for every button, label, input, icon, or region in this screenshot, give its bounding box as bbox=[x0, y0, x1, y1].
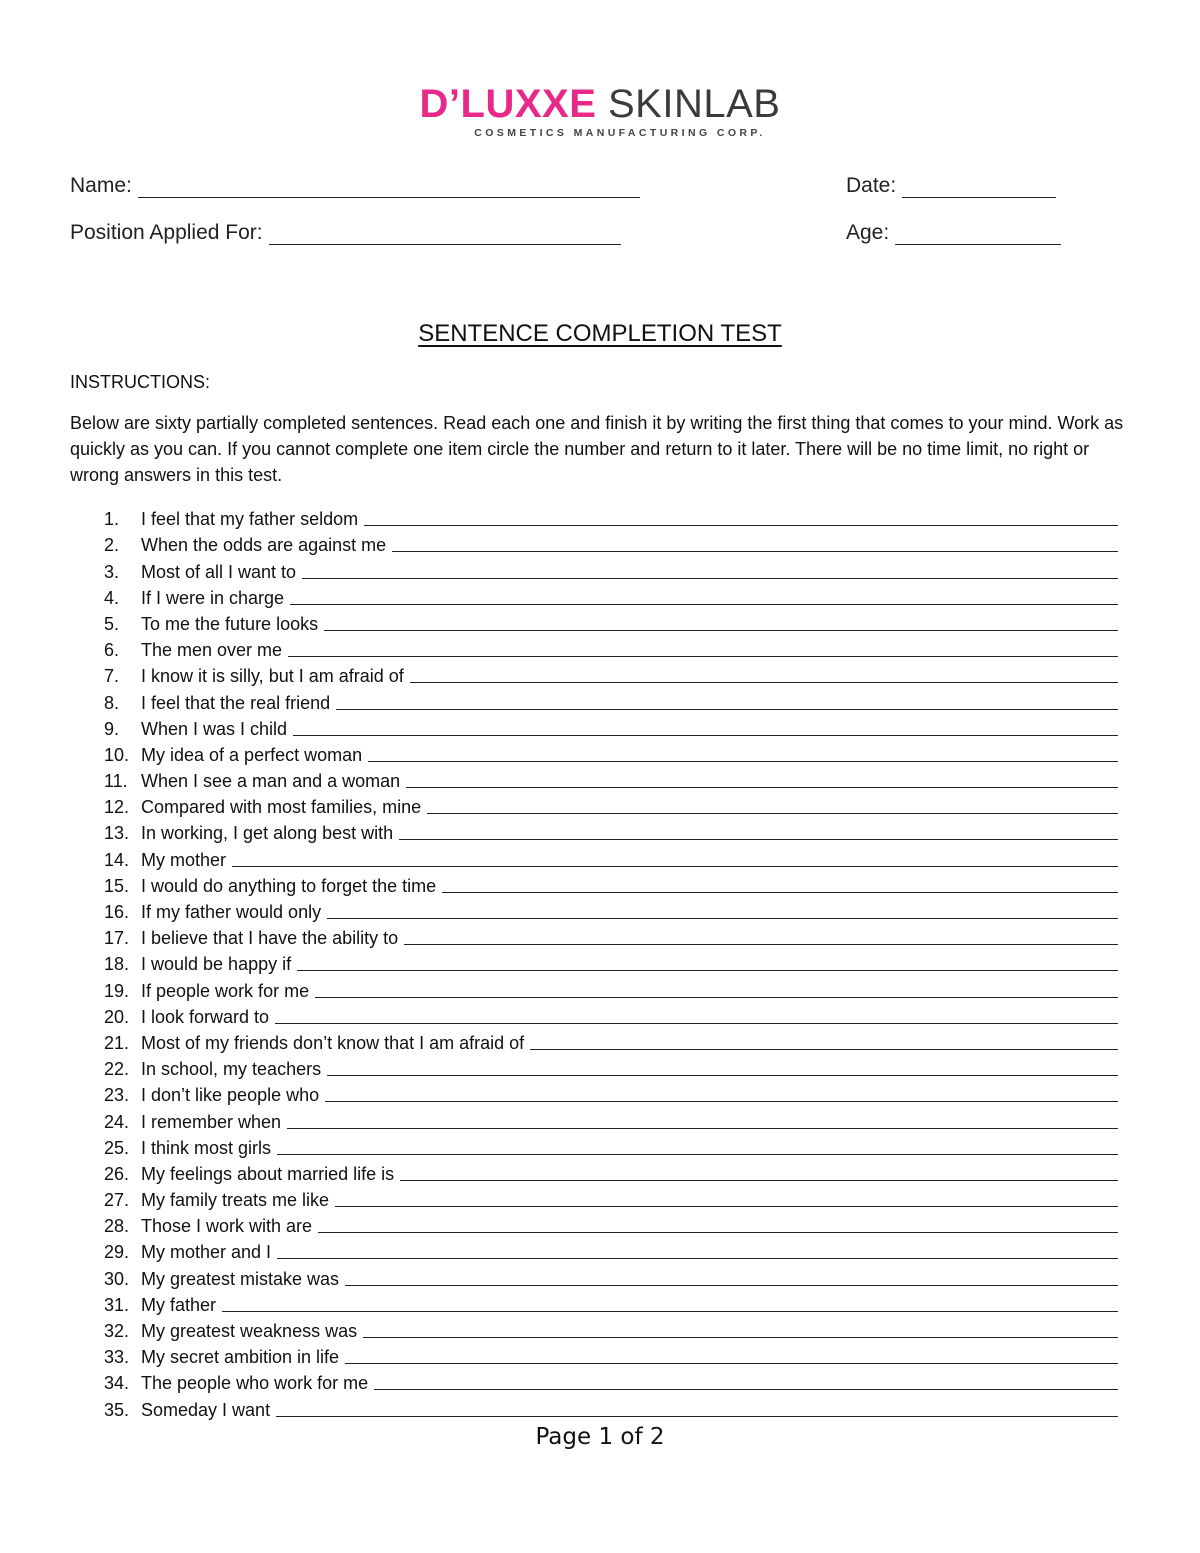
answer-blank[interactable] bbox=[404, 943, 1118, 945]
item-prompt: Those I work with are bbox=[141, 1216, 313, 1237]
sentence-item bbox=[104, 556, 1124, 582]
item-number: 8. bbox=[104, 692, 120, 713]
name-label: Name: bbox=[70, 174, 132, 197]
item-number: 16. bbox=[104, 902, 130, 922]
name-blank[interactable] bbox=[138, 179, 640, 198]
answer-blank[interactable] bbox=[530, 1048, 1118, 1050]
answer-blank[interactable] bbox=[302, 577, 1118, 579]
item-number: 30. bbox=[104, 1268, 130, 1289]
sentence-item bbox=[104, 871, 1124, 897]
item-number: 26. bbox=[104, 1163, 130, 1184]
answer-blank[interactable] bbox=[318, 1231, 1118, 1233]
item-number: 21. bbox=[104, 1032, 130, 1053]
item-number: 5. bbox=[104, 613, 120, 634]
answer-blank[interactable] bbox=[276, 1415, 1118, 1417]
answer-blank[interactable] bbox=[400, 1179, 1118, 1181]
sentence-item bbox=[104, 1211, 1124, 1237]
sentence-item bbox=[104, 1106, 1124, 1132]
answer-blank[interactable] bbox=[325, 1100, 1118, 1102]
position-label: Position Applied For: bbox=[70, 221, 263, 244]
date-label: Date: bbox=[846, 174, 897, 197]
sentence-item bbox=[104, 1237, 1124, 1263]
sentence-item bbox=[104, 1394, 1124, 1420]
answer-blank[interactable] bbox=[406, 786, 1118, 788]
item-number: 32. bbox=[104, 1321, 130, 1341]
logo-brand: D’LUXXE bbox=[419, 82, 597, 126]
answer-blank[interactable] bbox=[287, 1127, 1118, 1129]
logo-lab: SKINLAB bbox=[608, 82, 781, 126]
page-number: Page 1 of 2 bbox=[535, 1424, 665, 1450]
answer-blank[interactable] bbox=[374, 1388, 1118, 1390]
item-number: 34. bbox=[104, 1373, 130, 1394]
position-blank[interactable] bbox=[269, 226, 621, 245]
item-prompt: Someday I want bbox=[141, 1399, 271, 1420]
item-prompt: If my father would only bbox=[141, 902, 322, 922]
item-number: 22. bbox=[104, 1059, 130, 1080]
sentence-item bbox=[104, 818, 1124, 844]
item-prompt: Compared with most families, mine bbox=[141, 797, 422, 818]
answer-blank[interactable] bbox=[277, 1257, 1118, 1259]
item-number: 25. bbox=[104, 1137, 130, 1158]
item-number: 23. bbox=[104, 1085, 130, 1106]
answer-blank[interactable] bbox=[335, 1205, 1118, 1207]
sentence-item bbox=[104, 661, 1124, 687]
item-prompt: I look forward to bbox=[141, 1006, 270, 1027]
sentence-item bbox=[104, 949, 1124, 975]
item-number: 4. bbox=[104, 587, 120, 608]
item-number: 1. bbox=[104, 509, 120, 530]
sentence-item bbox=[104, 609, 1124, 635]
answer-blank[interactable] bbox=[345, 1362, 1118, 1364]
item-prompt: I would be happy if bbox=[141, 954, 292, 975]
sentence-item bbox=[104, 635, 1124, 661]
age-field[interactable] bbox=[846, 221, 1061, 245]
instructions-text: Below are sixty partially completed sentences. Read each one and finish it by writing the first thing that comes to your mind. Work as quickly as you can. If you cannot complete one item circle the number and return to it later. There will be no time limit, no right or wrong answers in this test. bbox=[70, 413, 1124, 485]
answer-blank[interactable] bbox=[288, 655, 1118, 657]
item-number: 10. bbox=[104, 744, 130, 765]
answer-blank[interactable] bbox=[399, 838, 1118, 840]
item-prompt: To me the future looks bbox=[141, 613, 319, 634]
date-field[interactable] bbox=[846, 174, 1056, 198]
instructions-label: INSTRUCTIONS: bbox=[70, 372, 211, 392]
answer-blank[interactable] bbox=[290, 603, 1118, 605]
answer-blank[interactable] bbox=[336, 708, 1118, 710]
sentence-item bbox=[104, 1002, 1124, 1028]
item-prompt: I would do anything to forget the time bbox=[141, 875, 437, 896]
item-prompt: My mother and I bbox=[141, 1242, 272, 1263]
company-logo bbox=[0, 82, 1200, 139]
sentence-item bbox=[104, 1159, 1124, 1185]
item-number: 24. bbox=[104, 1111, 130, 1132]
item-number: 15. bbox=[104, 875, 130, 896]
answer-blank[interactable] bbox=[410, 681, 1118, 683]
answer-blank[interactable] bbox=[315, 996, 1118, 998]
answer-blank[interactable] bbox=[222, 1310, 1118, 1312]
answer-blank[interactable] bbox=[427, 812, 1118, 814]
item-prompt: When I see a man and a woman bbox=[141, 771, 401, 792]
item-prompt: I don’t like people who bbox=[141, 1085, 320, 1106]
item-number: 7. bbox=[104, 666, 120, 687]
answer-blank[interactable] bbox=[232, 865, 1118, 867]
item-prompt: I believe that I have the ability to bbox=[141, 928, 399, 949]
position-field[interactable] bbox=[70, 221, 621, 245]
item-prompt: When the odds are against me bbox=[141, 535, 387, 556]
item-prompt: If people work for me bbox=[141, 980, 310, 1001]
answer-blank[interactable] bbox=[364, 524, 1118, 526]
answer-blank[interactable] bbox=[368, 760, 1118, 762]
sentence-item bbox=[104, 583, 1124, 609]
sentence-item bbox=[104, 1290, 1124, 1316]
item-number: 13. bbox=[104, 823, 130, 844]
item-prompt: My feelings about married life is bbox=[141, 1163, 395, 1184]
answer-blank[interactable] bbox=[297, 969, 1118, 971]
item-prompt: My greatest mistake was bbox=[141, 1268, 340, 1289]
sentence-item bbox=[104, 1316, 1124, 1342]
item-number: 29. bbox=[104, 1242, 130, 1263]
answer-blank[interactable] bbox=[275, 1022, 1118, 1024]
sentence-item bbox=[104, 687, 1124, 713]
answer-blank[interactable] bbox=[392, 550, 1118, 552]
item-prompt: My secret ambition in life bbox=[141, 1347, 340, 1368]
item-number: 2. bbox=[104, 535, 120, 556]
item-prompt: My greatest weakness was bbox=[141, 1321, 358, 1341]
item-number: 14. bbox=[104, 849, 130, 870]
name-field[interactable] bbox=[70, 174, 640, 198]
item-number: 9. bbox=[104, 718, 120, 739]
item-prompt: I remember when bbox=[141, 1111, 282, 1132]
age-label: Age: bbox=[846, 221, 890, 244]
sentence-item bbox=[104, 504, 1124, 530]
sentence-item bbox=[104, 766, 1124, 792]
item-prompt: I know it is silly, but I am afraid of bbox=[141, 666, 404, 687]
item-prompt: My mother bbox=[141, 849, 227, 870]
sentence-item bbox=[104, 714, 1124, 740]
page-title: SENTENCE COMPLETION TEST bbox=[418, 320, 782, 347]
sentence-item bbox=[104, 740, 1124, 766]
answer-blank[interactable] bbox=[293, 734, 1118, 736]
item-number: 18. bbox=[104, 954, 130, 975]
item-number: 33. bbox=[104, 1347, 130, 1368]
sentence-item bbox=[104, 1263, 1124, 1289]
sentence-item bbox=[104, 1080, 1124, 1106]
item-number: 11. bbox=[104, 771, 128, 792]
sentence-item bbox=[104, 1368, 1124, 1394]
sentence-item bbox=[104, 897, 1124, 923]
sentence-item bbox=[104, 1054, 1124, 1080]
logo-subtitle: COSMETICS MANUFACTURING CORP. bbox=[474, 127, 766, 139]
item-prompt: My idea of a perfect woman bbox=[141, 744, 363, 765]
item-prompt: I think most girls bbox=[141, 1137, 272, 1158]
age-blank[interactable] bbox=[895, 226, 1061, 245]
item-prompt: In school, my teachers bbox=[141, 1059, 322, 1080]
logo-wordmark bbox=[0, 82, 1200, 126]
item-number: 28. bbox=[104, 1216, 130, 1237]
item-prompt: I feel that the real friend bbox=[141, 692, 331, 713]
answer-blank[interactable] bbox=[442, 891, 1118, 893]
answer-blank[interactable] bbox=[277, 1153, 1118, 1155]
item-number: 17. bbox=[104, 928, 130, 949]
sentence-item bbox=[104, 844, 1124, 870]
sentence-item bbox=[104, 923, 1124, 949]
item-prompt: In working, I get along best with bbox=[141, 823, 394, 844]
sentence-item bbox=[104, 792, 1124, 818]
item-number: 35. bbox=[104, 1399, 130, 1420]
answer-blank[interactable] bbox=[324, 629, 1118, 631]
date-blank[interactable] bbox=[902, 179, 1056, 198]
item-prompt: When I was I child bbox=[141, 718, 288, 739]
item-number: 6. bbox=[104, 640, 120, 661]
item-prompt: I feel that my father seldom bbox=[141, 509, 359, 530]
item-prompt: The men over me bbox=[141, 640, 283, 661]
item-prompt: The people who work for me bbox=[141, 1373, 369, 1394]
item-number: 27. bbox=[104, 1190, 130, 1211]
item-prompt: My father bbox=[141, 1294, 217, 1315]
answer-blank[interactable] bbox=[327, 1074, 1118, 1076]
item-prompt: My family treats me like bbox=[141, 1190, 330, 1211]
sentence-item bbox=[104, 975, 1124, 1001]
answer-blank[interactable] bbox=[327, 917, 1118, 919]
sentence-item bbox=[104, 530, 1124, 556]
item-number: 20. bbox=[104, 1006, 130, 1027]
item-number: 3. bbox=[104, 561, 120, 582]
item-number: 19. bbox=[104, 980, 130, 1001]
answer-blank[interactable] bbox=[345, 1284, 1118, 1286]
item-number: 31. bbox=[104, 1294, 130, 1315]
sentence-item bbox=[104, 1028, 1124, 1054]
sentence-item bbox=[104, 1185, 1124, 1211]
item-number: 12. bbox=[104, 797, 130, 818]
item-prompt: Most of all I want to bbox=[141, 561, 297, 582]
item-prompt: If I were in charge bbox=[141, 587, 285, 608]
answer-blank[interactable] bbox=[363, 1336, 1118, 1338]
sentence-item bbox=[104, 1342, 1124, 1368]
sentence-list bbox=[104, 504, 1124, 1421]
sentence-item bbox=[104, 1133, 1124, 1159]
item-prompt: Most of my friends don’t know that I am afraid of bbox=[141, 1032, 525, 1053]
